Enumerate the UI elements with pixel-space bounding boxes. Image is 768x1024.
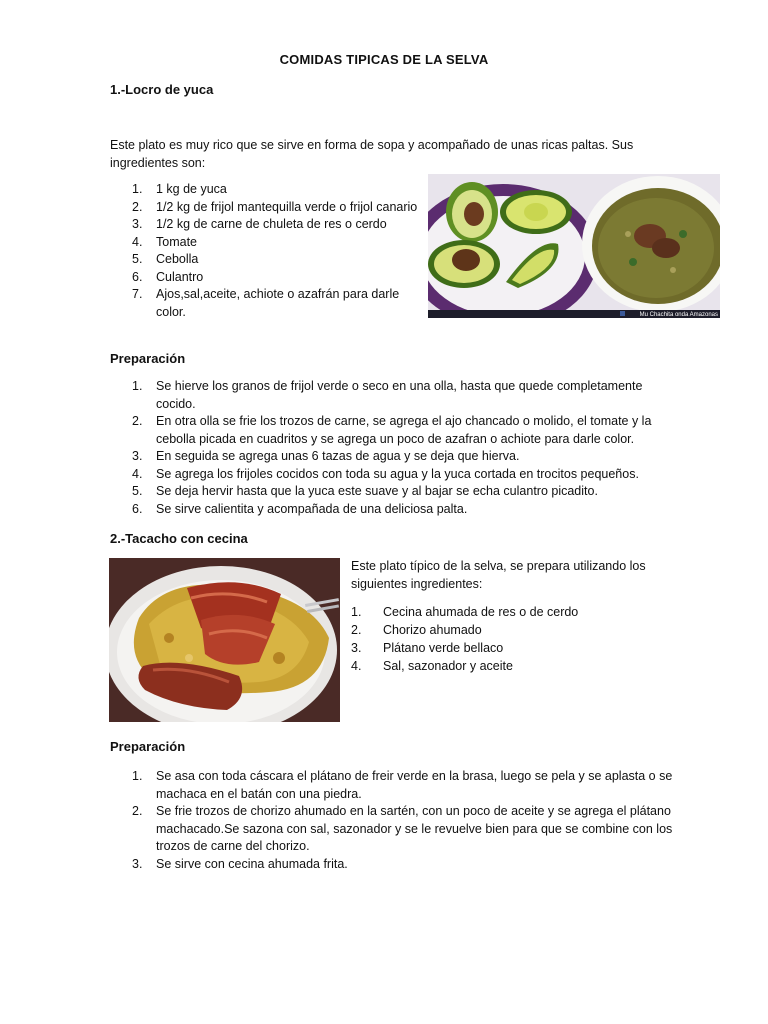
step-item-text: En otra olla se frie los trozos de carne, se agrega el ajo chancado o molido, el tomate y la cebolla picada en cuadritos y se agrega un poco de azafran o achiote para darle color. <box>156 414 652 446</box>
dish2-steps-list <box>110 768 685 873</box>
step-item-number: 3. <box>132 449 143 463</box>
step-item-number: 1. <box>132 769 143 783</box>
step-item <box>110 768 685 803</box>
ingredient-item-text: Chorizo ahumado <box>383 623 482 637</box>
ingredient-item-text: 1 kg de yuca <box>156 182 227 196</box>
ingredient-item-number: 3. <box>351 641 362 655</box>
step-item <box>110 413 685 448</box>
ingredient-item <box>351 603 671 621</box>
step-item <box>110 803 685 856</box>
ingredient-item <box>110 269 420 287</box>
dish1-steps-list <box>110 378 685 518</box>
ingredient-item-number: 2. <box>132 199 143 214</box>
dish1-ingredients-list <box>110 181 420 321</box>
step-item-text: Se sirve calientita y acompañada de una deliciosa palta. <box>156 501 468 516</box>
step-item <box>110 448 685 466</box>
ingredient-item-number: 2. <box>351 623 362 637</box>
dish1-intro: Este plato es muy rico que se sirve en forma de sopa y acompañado de unas ricas paltas. Sus ingredientes son: <box>110 138 634 170</box>
ingredient-item-text: Culantro <box>156 269 204 284</box>
ingredient-item-text: Ajos,sal,aceite, achiote o azafrán para darle color. <box>156 287 400 319</box>
dish2-intro: Este plato típico de la selva, se prepara utilizando los siguientes ingredientes: <box>351 559 646 591</box>
page-title: COMIDAS TIPICAS DE LA SELVA <box>279 52 489 67</box>
dish1-heading: 1.-Locro de yuca <box>110 82 214 97</box>
dish1-prep-heading: Preparación <box>110 351 186 366</box>
step-item-number: 5. <box>132 484 143 498</box>
step-item-number: 1. <box>132 379 143 393</box>
step-item <box>110 378 685 413</box>
ingredient-item-text: Cecina ahumada de res o de cerdo <box>383 605 579 619</box>
ingredient-item <box>110 199 420 217</box>
step-item-number: 3. <box>132 856 143 871</box>
ingredient-item-number: 1. <box>132 182 143 196</box>
step-item <box>110 466 685 484</box>
step-item-text: Se asa con toda cáscara el plátano de freir verde en la brasa, luego se pela y se aplasta o se machaca en el batán con una piedra. <box>156 769 673 801</box>
step-item-text: En seguida se agrega unas 6 tazas de agua y se deja que hierva. <box>156 449 520 463</box>
ingredient-item-number: 3. <box>132 217 143 231</box>
ingredient-item-number: 7. <box>132 287 143 301</box>
step-item-text: Se agrega los frijoles cocidos con toda su agua y la yuca cortada en trocitos pequeños. <box>156 466 639 481</box>
step-item-text: Se frie trozos de chorizo ahumado en la sartén, con un poco de aceite y se agrega el plátano machacado.Se sazona con sal, sazonador y se le revuelve bien para que se combine con los trozos de carne del chorizo. <box>156 804 673 853</box>
dish2-heading: 2.-Tacacho con cecina <box>110 531 248 546</box>
step-item-number: 4. <box>132 466 143 481</box>
ingredient-item <box>110 251 420 269</box>
ingredient-item <box>351 621 671 639</box>
step-item-text: Se hierve los granos de frijol verde o seco en una olla, hasta que quede completamente cocido. <box>156 379 643 411</box>
ingredient-item <box>110 216 420 234</box>
ingredient-item-number: 4. <box>351 659 362 673</box>
ingredient-item-text: 1/2 kg de frijol mantequilla verde o frijol canario <box>156 199 418 214</box>
step-item-number: 6. <box>132 501 143 516</box>
ingredient-item-number: 5. <box>132 252 143 266</box>
dish2-ingredients-list <box>351 603 671 675</box>
ingredient-item-text: Sal, sazonador y aceite <box>383 659 513 673</box>
ingredient-item <box>351 639 671 657</box>
ingredient-item-text: Plátano verde bellaco <box>383 641 504 655</box>
step-item <box>110 501 685 519</box>
locro-photo <box>428 174 720 318</box>
ingredient-item <box>110 234 420 252</box>
locro-photo-caption: Mu Chachita onda Amazonas <box>639 312 718 318</box>
ingredient-item-number: 1. <box>351 605 362 619</box>
tacacho-photo <box>109 558 340 722</box>
ingredient-item-text: Tomate <box>156 234 197 249</box>
ingredient-item-number: 6. <box>132 269 143 284</box>
step-item-number: 2. <box>132 414 143 428</box>
ingredient-item <box>110 286 420 321</box>
ingredient-item-number: 4. <box>132 234 143 249</box>
step-item-text: Se deja hervir hasta que la yuca este suave y al bajar se echa culantro picadito. <box>156 484 598 498</box>
ingredient-item <box>351 657 671 675</box>
step-item-number: 2. <box>132 804 143 818</box>
ingredient-item-text: Cebolla <box>156 252 199 266</box>
dish2-prep-heading: Preparación <box>110 739 186 754</box>
step-item <box>110 856 685 874</box>
ingredient-item <box>110 181 420 199</box>
step-item <box>110 483 685 501</box>
ingredient-item-text: 1/2 kg de carne de chuleta de res o cerdo <box>156 217 387 231</box>
step-item-text: Se sirve con cecina ahumada frita. <box>156 856 348 871</box>
